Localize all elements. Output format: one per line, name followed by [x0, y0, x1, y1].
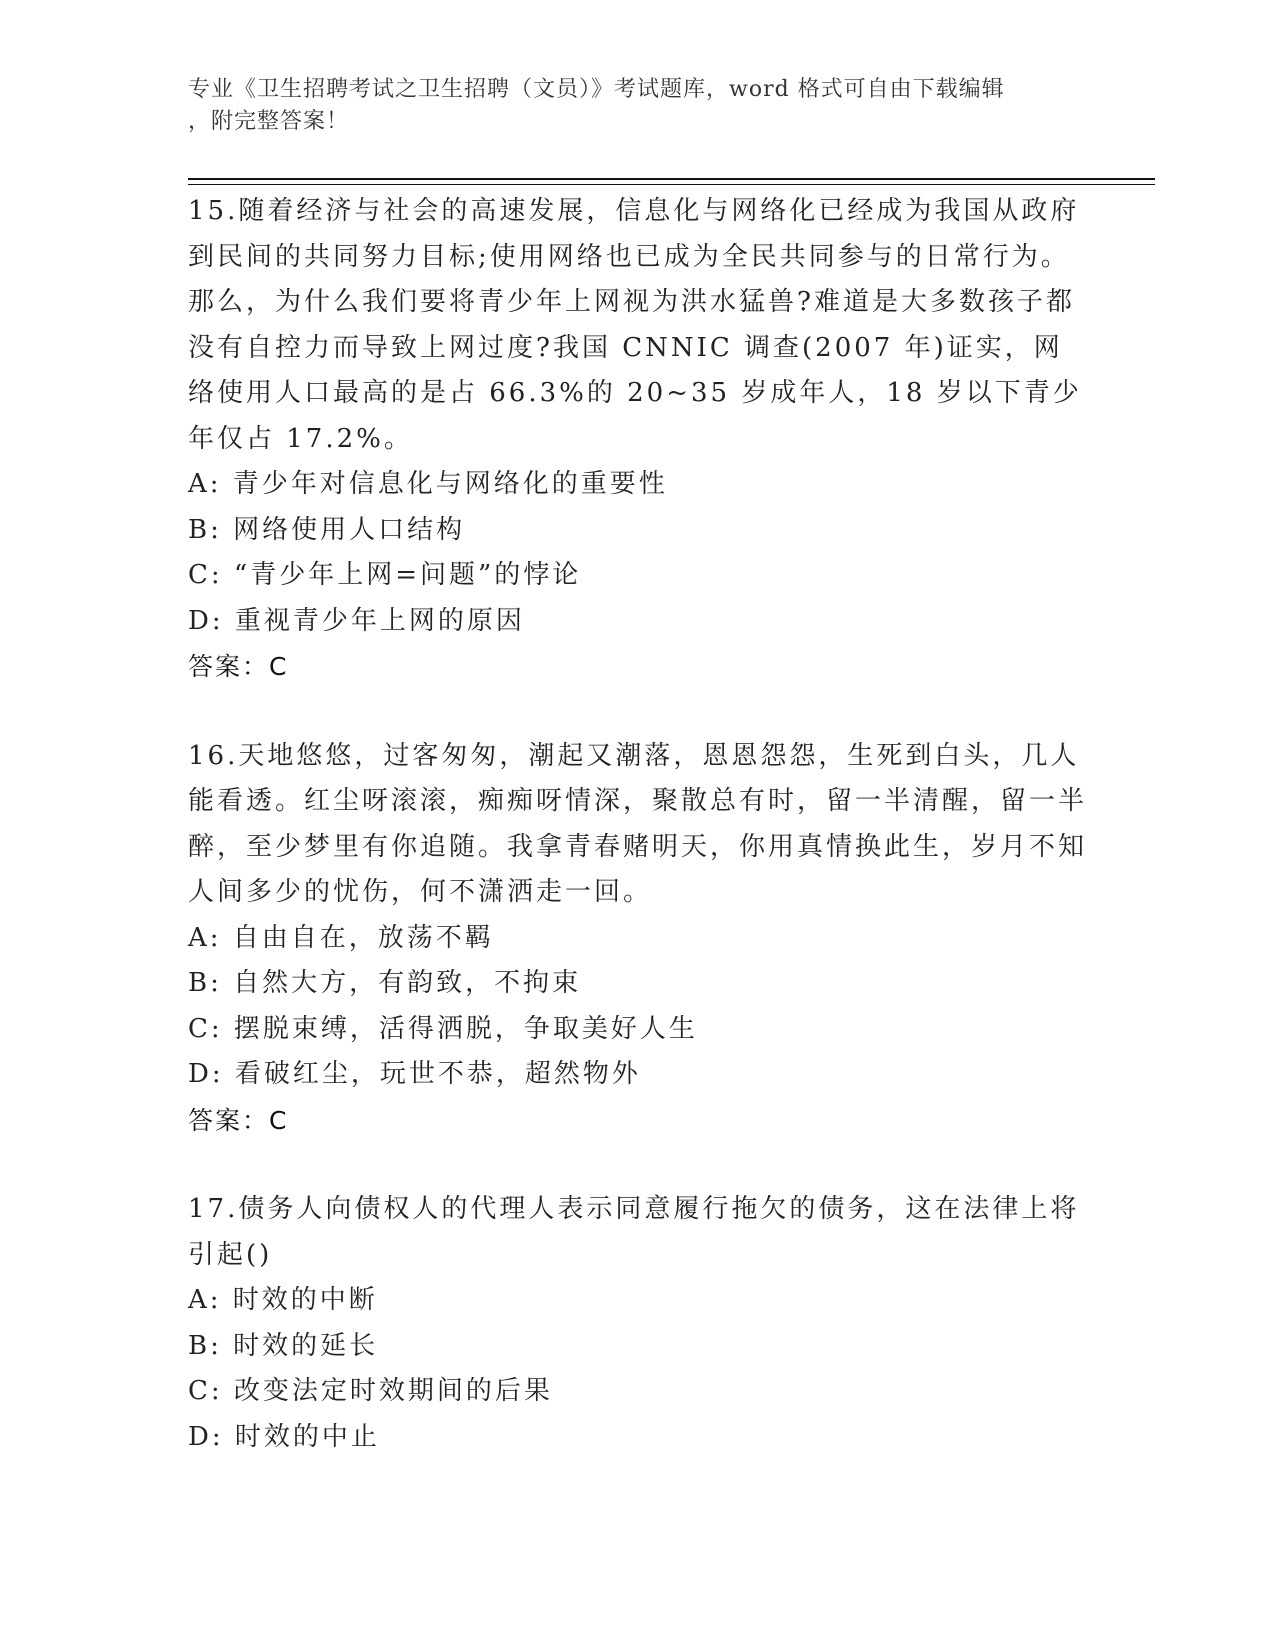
question-15 [188, 189, 1088, 690]
question-text: 15.随着经济与社会的高速发展，信息化与网络化已经成为我国从政府到民间的共同努力目标;使用网络也已成为全民共同参与的日常行为。那么，为什么我们要将青少年上网视为洪水猛兽?难道是大多数孩子都没有自控力而导致上网过度?我国 CNNIC 调查(2007 年)证实，网络使用人口最高的是占 66.3%的 20~35 岁成年人，18 岁以下青少年仅占 17.2%。 [188, 196, 1082, 454]
option-c: C: “青少年上网=问题”的悖论 [188, 560, 582, 590]
question-17 [188, 1187, 1088, 1460]
header-line-1: 专业《卫生招聘考试之卫生招聘（文员）》考试题库，word 格式可自由下载编辑 [188, 77, 1005, 102]
question-text: 16.天地悠悠，过客匆匆，潮起又潮落，恩恩怨怨，生死到白头，几人能看透。红尘呀滚滚，痴痴呀情深，聚散总有时，留一半清醒，留一半醉，至少梦里有你追随。我拿青春赌明天，你用真情换此生，岁月不知人间多少的忧伤，何不潇洒走一回。 [188, 740, 1088, 907]
question-text: 17.债务人向债权人的代理人表示同意履行拖欠的债务，这在法律上将引起() [188, 1194, 1080, 1270]
answer: 答案：C [188, 652, 289, 681]
question-16 [188, 734, 1088, 1144]
option-b: B: 网络使用人口结构 [188, 514, 466, 545]
header-line-2: ，附完整答案！ [188, 109, 350, 134]
option-d: D: 看破红尘，玩世不恭，超然物外 [188, 1059, 641, 1089]
option-d: D: 时效的中止 [188, 1421, 380, 1452]
option-b: B: 自然大方，有韵致，不拘束 [188, 968, 582, 998]
header-rule-thick [188, 178, 1155, 180]
option-a: A: 自由自在，放荡不羁 [188, 922, 494, 953]
page-header [188, 74, 1068, 138]
option-d: D: 重视青少年上网的原因 [188, 605, 525, 636]
header-rule-thin [188, 184, 1155, 185]
option-c: C: 改变法定时效期间的后果 [188, 1376, 553, 1406]
question-list [188, 189, 1088, 1504]
option-a: A: 青少年对信息化与网络化的重要性 [188, 469, 668, 499]
option-b: B: 时效的延长 [188, 1330, 379, 1361]
option-a: A: 时效的中断 [188, 1285, 378, 1315]
option-c: C: 摆脱束缚，活得洒脱，争取美好人生 [188, 1013, 698, 1044]
answer: 答案：C [188, 1105, 289, 1135]
